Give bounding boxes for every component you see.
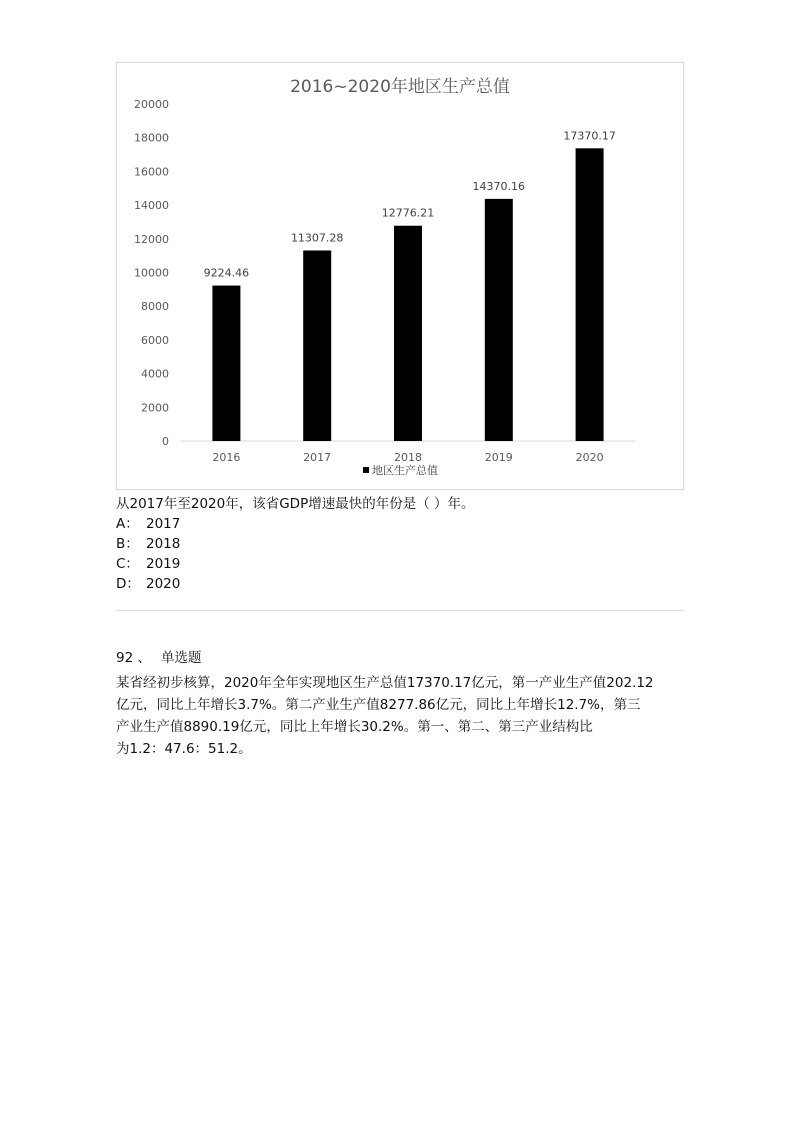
body-line: 亿元，同比上年增长3.7%。第二产业生产值8277.86亿元，同比上年增长12.7%，第三 xyxy=(116,697,641,713)
y-tick-label: 4000 xyxy=(141,367,169,381)
chart-title: 2016~2020年地区生产总值 xyxy=(290,77,510,97)
bar xyxy=(485,199,513,441)
y-tick-label: 20000 xyxy=(134,98,169,111)
data-label: 17370.17 xyxy=(563,129,616,143)
option-text: 2020 xyxy=(146,576,181,592)
option-letter: C： xyxy=(116,556,139,572)
bar xyxy=(394,226,422,441)
y-tick-label: 16000 xyxy=(134,165,169,179)
legend-swatch xyxy=(363,467,369,473)
y-tick-label: 18000 xyxy=(134,131,169,145)
data-label: 9224.46 xyxy=(203,266,250,280)
question-92-body xyxy=(116,672,688,760)
body-line: 为1.2：47.6：51.2。 xyxy=(116,741,252,757)
option-letter: A： xyxy=(116,516,139,532)
option-text: 2017 xyxy=(146,516,181,532)
y-tick-label: 6000 xyxy=(141,333,169,347)
gdp-bar-chart xyxy=(116,62,684,490)
bar xyxy=(303,250,331,441)
chart-svg xyxy=(117,63,683,489)
data-label: 14370.16 xyxy=(472,179,526,193)
x-tick-label: 2018 xyxy=(394,451,422,464)
question-91 xyxy=(116,494,696,594)
option-a[interactable] xyxy=(116,514,696,534)
question-type: 单选题 xyxy=(160,650,202,666)
option-text: 2018 xyxy=(146,536,181,552)
y-tick-label: 8000 xyxy=(141,300,169,314)
option-c[interactable] xyxy=(116,554,696,574)
x-tick-label: 2019 xyxy=(484,451,513,464)
bar xyxy=(576,148,604,441)
option-letter: D： xyxy=(116,576,140,592)
y-tick-label: 10000 xyxy=(134,266,169,280)
question-92-header xyxy=(116,648,201,668)
data-label: 12776.21 xyxy=(381,206,435,220)
y-tick-label: 14000 xyxy=(134,199,169,213)
body-line: 某省经初步核算，2020年全年实现地区生产总值17370.17亿元，第一产业生产值202.12 xyxy=(116,675,654,691)
bar xyxy=(212,286,240,441)
x-tick-label: 2020 xyxy=(575,451,604,464)
option-letter: B： xyxy=(116,536,139,552)
x-tick-label: 2016 xyxy=(212,451,241,464)
y-tick-label: 2000 xyxy=(141,401,169,415)
body-line: 产业生产值8890.19亿元，同比上年增长30.2%。第一、第二、第三产业结构比 xyxy=(116,719,593,735)
section-divider xyxy=(116,610,684,611)
x-tick-label: 2017 xyxy=(303,451,332,464)
legend-label: 地区生产总值 xyxy=(372,464,438,477)
y-tick-label: 0 xyxy=(162,435,169,448)
data-label: 11307.28 xyxy=(290,231,344,245)
question-number: 92 、 xyxy=(116,650,151,666)
option-d[interactable] xyxy=(116,574,696,594)
option-b[interactable] xyxy=(116,534,696,554)
question-stem: 从2017年至2020年，该省GDP增速最快的年份是（ ）年。 xyxy=(116,496,475,512)
y-tick-label: 12000 xyxy=(134,232,169,246)
option-text: 2019 xyxy=(146,556,181,572)
